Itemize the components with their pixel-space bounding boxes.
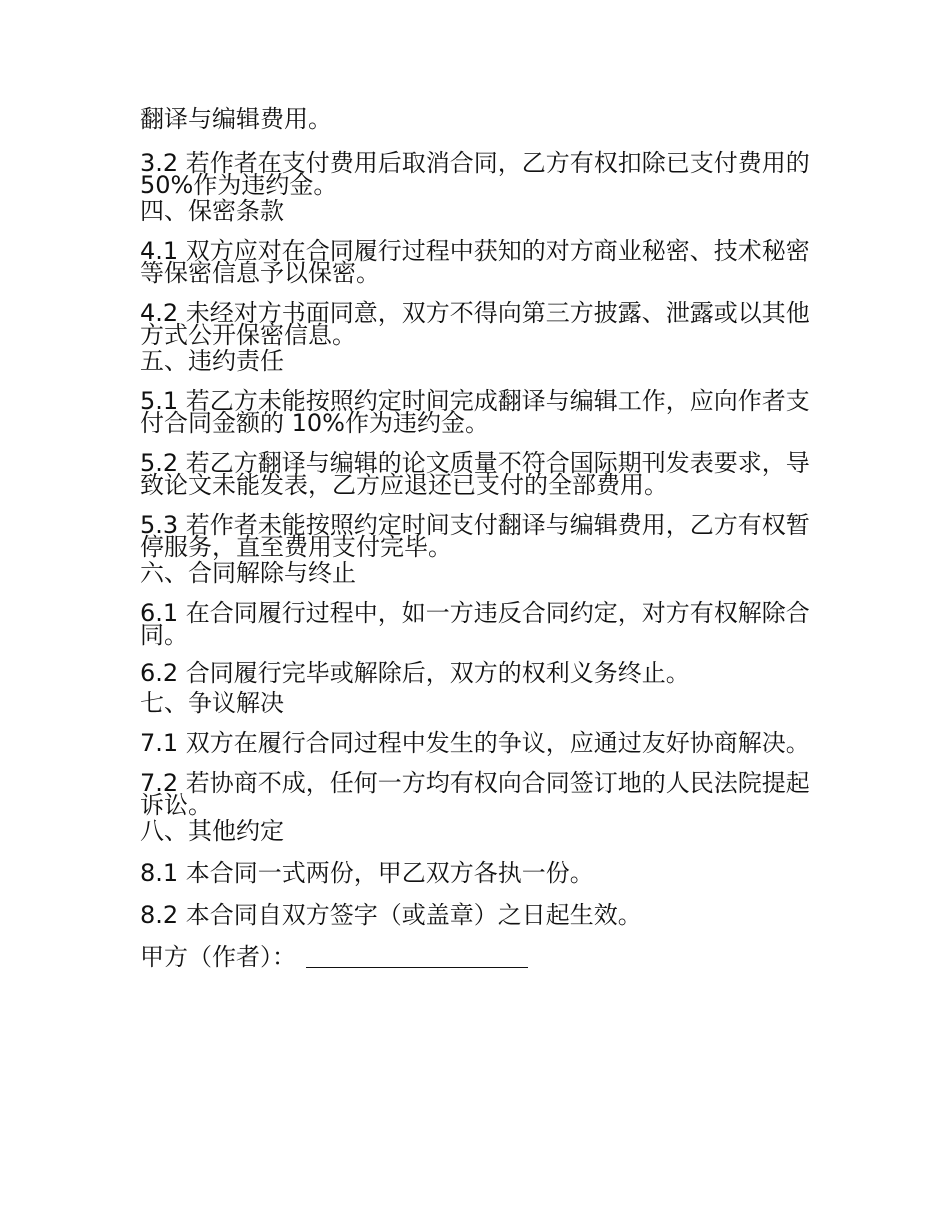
clause-4-1: 4.1 双方应对在合同履行过程中获知的对方商业秘密、技术秘密等保密信息予以保密。 bbox=[140, 237, 810, 287]
paragraph-fee-continuation: 翻译与编辑费用。 bbox=[140, 105, 332, 133]
signature-label-party-a: 甲方（作者）： bbox=[140, 943, 296, 971]
clause-8-2: 8.2 本合同自双方签字（或盖章）之日起生效。 bbox=[140, 901, 642, 929]
signature-line-party-a bbox=[306, 967, 528, 968]
clause-7-2: 7.2 若协商不成，任何一方均有权向合同签订地的人民法院提起诉讼。 bbox=[140, 769, 810, 819]
clause-7-1: 7.1 双方在履行合同过程中发生的争议，应通过友好协商解决。 bbox=[140, 729, 810, 757]
clause-3-2: 3.2 若作者在支付费用后取消合同，乙方有权扣除已支付费用的 50%作为违约金。 bbox=[140, 149, 810, 199]
section-heading-termination: 六、合同解除与终止 bbox=[140, 559, 356, 587]
section-heading-confidentiality: 四、保密条款 bbox=[140, 197, 284, 225]
clause-5-1: 5.1 若乙方未能按照约定时间完成翻译与编辑工作，应向作者支付合同金额的 10%作为违约金。 bbox=[140, 387, 810, 437]
section-heading-dispute: 七、争议解决 bbox=[140, 689, 284, 717]
clause-6-2: 6.2 合同履行完毕或解除后，双方的权利义务终止。 bbox=[140, 659, 690, 687]
clause-6-1: 6.1 在合同履行过程中，如一方违反合同约定，对方有权解除合同。 bbox=[140, 599, 810, 649]
clause-4-2: 4.2 未经对方书面同意，双方不得向第三方披露、泄露或以其他方式公开保密信息。 bbox=[140, 299, 810, 349]
clause-5-2: 5.2 若乙方翻译与编辑的论文质量不符合国际期刊发表要求，导致论文未能发表，乙方应退还已支付的全部费用。 bbox=[140, 449, 810, 499]
section-heading-liability: 五、违约责任 bbox=[140, 347, 284, 375]
section-heading-other: 八、其他约定 bbox=[140, 817, 284, 845]
clause-5-3: 5.3 若作者未能按照约定时间支付翻译与编辑费用，乙方有权暂停服务，直至费用支付完毕。 bbox=[140, 511, 810, 561]
document-body bbox=[140, 104, 810, 972]
signature-row bbox=[140, 942, 810, 972]
clause-8-1: 8.1 本合同一式两份，甲乙双方各执一份。 bbox=[140, 859, 594, 887]
